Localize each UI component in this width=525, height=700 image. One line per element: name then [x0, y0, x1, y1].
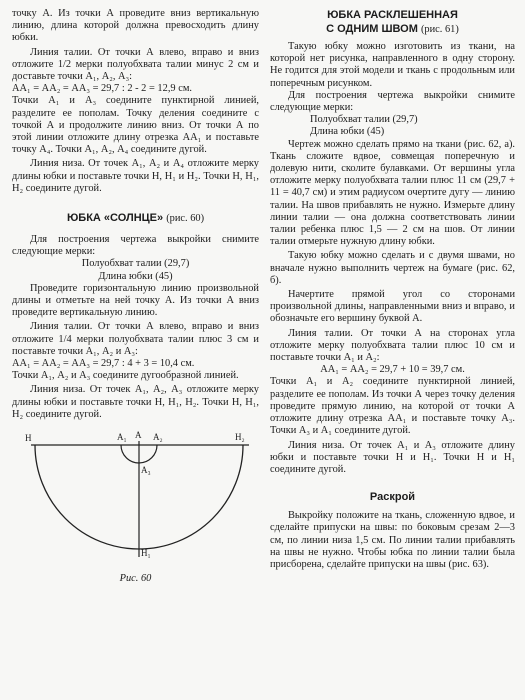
paragraph: Точки А₁, А₂ и А₃ соедините дугообразной линией.: [12, 370, 239, 382]
formula: АА₁ = АА₂ = АА₃ = 29,7 : 4 + 3 = 10,4 см.: [12, 358, 195, 370]
figure-caption: Рис. 60: [119, 573, 152, 585]
label-a1: А₁: [116, 432, 127, 443]
label-a3: А₃: [140, 465, 151, 476]
section-heading: Раскрой: [369, 491, 416, 504]
measurement: Длина юбки (45): [310, 126, 385, 138]
paragraph: Для построения чертежа выкройки снимите следующие мерки:: [12, 234, 259, 258]
paragraph: Такую юбку можно сделать и с двумя швами, но вначале нужно выполнить чертеж на бумаге (рис. 62, б).: [270, 250, 515, 286]
formula: АА₁ = АА₂ = 29,7 + 10 = 39,7 см.: [320, 364, 465, 376]
heading-figure-ref: (рис. 60): [166, 213, 205, 225]
paragraph: Линия низа. От точек А₁, А₂ и А₄ отложите мерку длины юбки и поставьте точки Н, Н₁ и Н₂. Точки Н, Н₁, Н₂ соедините дугой.: [12, 158, 259, 194]
label-h: Н: [24, 433, 31, 444]
heading-figure-ref: (рис. 61): [420, 24, 459, 35]
paragraph: точку А. Из точки А проведите вниз вертикальную линию, длина которой должна превосходить длину юбки.: [12, 8, 259, 44]
label-h1: Н₁: [140, 548, 151, 559]
paragraph: Начертите прямой угол со сторонами произвольной длины, направленными вниз и вправо, и обозначьте его вершину буквой А.: [270, 289, 515, 325]
measurement: Полуобхват талии (29,7): [310, 114, 418, 126]
paragraph: Линия талии. От точки А влево, вправо и вниз отложите 1/4 мерки полуобхвата талии плюс 3 см и поставьте точки А₁, А₂ и А₃:: [12, 321, 259, 357]
section-heading: [12, 211, 259, 226]
paragraph: Такую юбку можно изготовить из ткани, на которой нет рисунка, направленного в одну сторону. Не годится для этой модели и ткань с продольным или поперечным рисунком.: [270, 41, 515, 89]
heading-text-line2: [270, 22, 515, 37]
paragraph: Линия талии. От точки А на сторонах угла отложите мерку полуобхвата талии плюс 10 см и поставьте точки А₁ и А₂:: [270, 327, 515, 364]
paragraph: Линия низа. От точек А₁ и А₃ отложите длину юбки и поставьте точки Н и Н₁. Точки Н и Н₁ соедините дугой.: [270, 439, 515, 475]
right-column: [270, 8, 515, 571]
paragraph: Чертеж можно сделать прямо на ткани (рис. 62, а). Ткань сложите вдвое, совмещая поперечную и долевую нити, сколите булавками. От вершины угла отложите мерку полуобхвата талии плюс 11 см (29,7 + 11 = 40,7 см) и этим радиусом очертите дугу — линию талии. На швов прибавлять не нужно. Измерьте длину линии талии — она должна соответствовать линии талии ребенка плюс 1,5 — 2 см на шов. От линии талии отмерьте нужную длину юбки.: [270, 138, 515, 248]
heading-text: ЮБКА «СОЛНЦЕ»: [66, 212, 164, 225]
label-a: А: [134, 430, 141, 441]
paragraph: Линия низа. От точек А₁, А₂, А₃ отложите мерку длины юбки и поставьте точки Н, Н₁, Н₂. Точки Н, Н₁, Н₂ соедините дугой.: [12, 384, 259, 420]
skirt-diagram: [21, 427, 251, 579]
measurement: Полуобхват талии (29,7): [81, 258, 190, 270]
section-heading: [270, 8, 515, 37]
paragraph: Линия талии. От точки А влево, вправо и вниз отложите 1/2 мерки полуобхвата талии минус 2 см и доставьте точки А₁, А₂, А₃:: [12, 46, 259, 83]
label-a2: А₂: [152, 432, 163, 443]
paragraph: Точки А₁ и А₂ соедините пунктирной линией, разделите ее пополам. Из точки А через точку деления проведите прямую линию, на которой от точки А отложите длину отрезка АА₁ и поставьте точку А₃. Точки А₃ и А₁ соедините дугой.: [270, 376, 515, 437]
paragraph: Выкройку положите на ткань, сложенную вдвое, и сделайте припуски на швы: по боковым срезам 2—3 см, по линии низа 1,5 см. По линии талии прибавлять на швы не нужно. Чтобы юбка по линии талии была присборена, сделайте припуски на швы (рис. 63).: [270, 510, 515, 570]
paragraph: Для построения чертежа выкройки снимите следующие мерки:: [270, 89, 515, 114]
paragraph: Точки А₁ и А₃ соедините пунктирной линией, разделите ее пополам. Точку деления соедините с точкой А и продолжите линию вниз. От точки А по этой линии отложите длину отрезка АА₁ и поставьте точку А₄. Точки А₁, А₂, А₄ соедините дугой.: [12, 95, 259, 156]
paragraph: Проведите горизонтальную линию произвольной длины и отметьте на ней точку А. Из точки А вниз проведите вертикальную линию.: [12, 282, 259, 319]
heading-text: ЮБКА РАСКЛЕШЕННАЯ: [327, 9, 458, 21]
label-h2: Н₂: [234, 432, 245, 443]
measurement: Длина юбки (45): [98, 270, 173, 282]
left-column: [12, 8, 259, 584]
heading-text: С ОДНИМ ШВОМ: [326, 23, 418, 35]
formula: АА₁ = АА₂ = АА₃ = 29,7 : 2 - 2 = 12,9 см.: [12, 83, 192, 95]
